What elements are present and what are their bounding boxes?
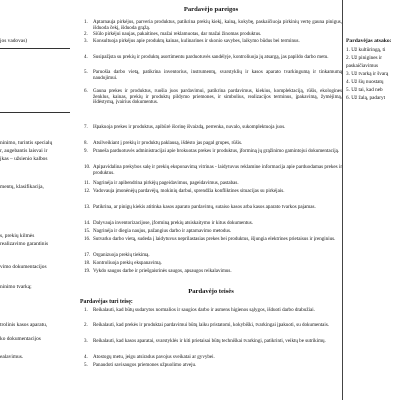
left-line: jos vadovas)	[0, 38, 28, 44]
left-line: realizavimo garantinis	[0, 241, 49, 247]
responsibility-item: 5. Už tai, kad neb	[346, 87, 383, 93]
responsibility-item: 3. Už tvarką ir švarą	[346, 71, 389, 77]
duty-item	[80, 221, 342, 227]
right-text: Reikalauti, kad kasos aparatai, svarstyklės ir kiti prietaisai būtų techniškai tvarkingi, patikrinti, veiktų be sutrikimų.	[93, 338, 326, 344]
duty-item	[80, 20, 342, 31]
right-item	[80, 323, 342, 329]
right-item	[80, 339, 342, 345]
duties-document	[80, 0, 342, 400]
duty-number: 16.	[84, 236, 91, 242]
duty-number: 15.	[84, 228, 91, 234]
right-number: 2.	[84, 322, 88, 328]
left-line: ninimo tvarką;	[0, 284, 32, 290]
duty-number: 18.	[84, 260, 91, 266]
right-number: 1.	[84, 307, 88, 313]
duty-text: Patikrina, ar pinigų kiekis atitinka kasos aparato pardavimų, sutaiso kasos arba kasos aparato tvarkos pajamas.	[93, 204, 316, 210]
right-item	[80, 363, 342, 369]
duty-text: Sutvarko darbo vietą, sudeda į laidytuvus neprilastasias prekes bei produktus, išjungia elektrines prietaisus ir įrenginius.	[93, 236, 336, 242]
duty-text: Aptarnauja pirkėjus, parveria produktus, patikrina prekių kiekį, kainą, kokybę, paskaičiuoja pirkinių vertę gauna pinigus, išduoda čekį, išduoda grąžą.	[93, 19, 342, 31]
duty-item	[80, 89, 342, 106]
duty-number: 10.	[84, 164, 91, 170]
duty-item	[80, 237, 342, 243]
duty-text: Išpakuoja prekes ir produktus, apibūrė išorinę išvaizdą, perrenka, nuvalo, sukomplektuoja juos.	[93, 124, 286, 130]
duty-number: 14.	[84, 220, 91, 226]
duty-item	[80, 189, 342, 195]
duty-item	[80, 269, 342, 275]
duty-item	[80, 39, 342, 45]
duty-text: Kontroliuoja prekių ekspanavimą.	[93, 260, 162, 266]
duty-number: 11.	[84, 180, 91, 186]
duty-text: Apipavidalina prekybos salę ir prekių eksponavimą vitrinas - laidytuvus reklamine informacija apie parduodamas prekes ir produktus.	[93, 164, 342, 176]
left-line: mentų, klasifikacija,	[0, 184, 44, 190]
right-number: 5.	[84, 362, 88, 368]
responsibility-item: 6. Už žalą, padaryt	[346, 95, 386, 101]
duty-item	[80, 32, 342, 38]
left-divider	[0, 48, 70, 49]
duty-text: Paruošia darbo vietą, patikrina inventorius, instrumentų, svarstyklių ir kasos aparato tvarkingumą ir tinkamumą naudojimui.	[93, 69, 342, 81]
responsibility-item: 2. Už pinigines ir	[346, 55, 383, 61]
left-line: s, prekių kilmės	[0, 233, 35, 239]
right-number: 3.	[84, 338, 88, 344]
responsibility-item: 1. Už kultūringą, ti	[346, 47, 386, 53]
right-number: 4.	[84, 354, 88, 360]
duty-text: Susipažįsta su prekių ir produktų asortimentu parduotuvės sandėlyje, kontroliuoja jų atsargą, jas papildo darbo metu.	[93, 54, 329, 60]
duty-text: Vykdo saugos darbe ir priešgaisrinės saugos, apsaugos reikalavimus.	[93, 268, 232, 274]
duty-number: 17.	[84, 252, 91, 258]
right-column	[342, 0, 400, 400]
left-line: ninimo, turintis specialų	[0, 140, 53, 146]
duty-text: Organizuoja prekių tiekimą.	[93, 252, 150, 258]
right-text: Reikalauti, kad prekės ir produktai pardavimui būtų laiku pristatomi, kokybiški, tvarkingai įpakuoti, su dokumentais.	[93, 322, 330, 328]
duty-number: 5.	[84, 69, 88, 75]
duty-text: Praneša parduotuvės administracijai apie brokuotas prekes ir produktus, įforminą jų grąžinimo gamintojui dokumentaciją.	[93, 148, 340, 154]
duties-title: Pardavėjo pareigos	[183, 6, 239, 13]
responsibility-item: paskaičiavimus	[346, 63, 378, 69]
duty-item	[80, 141, 342, 147]
right-text: Reikalauti, kad būtų sudarytos normalios ir saugios darbo ir asmens higienos sąlygos, išduoti darbo drabužiai.	[93, 307, 315, 313]
duty-number: 9.	[84, 148, 88, 154]
duty-number: 8.	[84, 140, 88, 146]
duty-text: Siūlo pirkėjui naujas, pakaitines, mažai reklamuotas, dar mažai žinomas produktus.	[93, 31, 262, 37]
duty-item	[80, 70, 342, 81]
duty-item	[80, 149, 342, 155]
rights-title: Pardavėjo teisės	[188, 288, 234, 295]
duty-number: 6.	[84, 88, 88, 94]
left-line: r, augebantis laisvai ir	[0, 148, 48, 154]
duty-number: 7.	[84, 124, 88, 130]
duty-item	[80, 165, 342, 176]
duty-number: 12.	[84, 188, 91, 194]
duty-item	[80, 229, 342, 235]
duty-number: 4.	[84, 54, 88, 60]
duty-text: Dalyvauja inventorizacijose, įforminą prekių atsiskaitymo ir kitus dokumentus.	[93, 220, 253, 226]
rights-subheading: Pardavėjas turi teisę:	[80, 299, 133, 305]
duty-text: Vadovauja įmonėnėjų pardavėjų, mokinių darbui, sprendžia konfliktines situacijas su pirkėjais.	[93, 188, 285, 194]
duty-item	[80, 55, 342, 61]
right-item	[80, 355, 342, 361]
duty-number: 2.	[84, 31, 88, 37]
duty-item	[80, 253, 342, 259]
duty-item	[80, 205, 342, 211]
duty-text: Nagrinėja ir diegia naujus, pažangius darbo ir aptarnavimo metodus.	[93, 228, 232, 234]
duty-number: 19.	[84, 268, 91, 274]
duty-text: Gauna prekes ir produktus, ruošia juos pardavimui, patikrina pardavimus, kiekius, komplektaciją, rūšis, ekologines ženklus, kainas, prekių ir produktų pildymo priemones, ir simbolius, realizacijos terminus, įpakavimą, žymėjimą, išdėstymą, įvairius dokumentus.	[93, 88, 342, 106]
duty-item	[80, 125, 342, 131]
left-line: jkas – užsienio kalbos	[0, 156, 48, 162]
right-text: Atostogų metu, jeigu atsiradus pavojus sveikatai ar gyvybei.	[93, 354, 215, 360]
responsibility-heading: Pardavėjas atsako:	[346, 38, 392, 44]
duty-number: 3.	[84, 38, 88, 44]
left-line: vimo dokumentacijos	[0, 264, 47, 270]
right-text: Panaudoti savisaugos priemones užpuolimo atveju.	[93, 362, 197, 368]
left-line: ealavimus.	[0, 354, 24, 360]
responsibility-item: 4. Už šių nuostatų	[346, 79, 384, 85]
duty-number: 13.	[84, 204, 91, 210]
duty-text: Nagrinėja ir apibendrina pirkėjų pageidavimus, pageidavimus, pastabas.	[93, 180, 239, 186]
right-item	[80, 308, 342, 314]
duty-item	[80, 261, 342, 267]
left-line: ko dokumentacijos	[0, 336, 41, 342]
left-column	[0, 0, 80, 400]
duty-text: Atsilveikiant į prekių ir produktų paklausą, išdėsto jas pagal grupes, rūšis.	[93, 140, 243, 146]
duty-number: 1.	[84, 19, 88, 25]
duty-text: Konsultuoja pirkėjus apie produktų kainas, kulinarines ir skonio savybes, laikymo būdus bei terminus.	[93, 38, 300, 44]
left-line: trolinis kasos aparatu,	[0, 322, 48, 328]
duty-item	[80, 181, 342, 187]
left-divider	[0, 112, 70, 113]
